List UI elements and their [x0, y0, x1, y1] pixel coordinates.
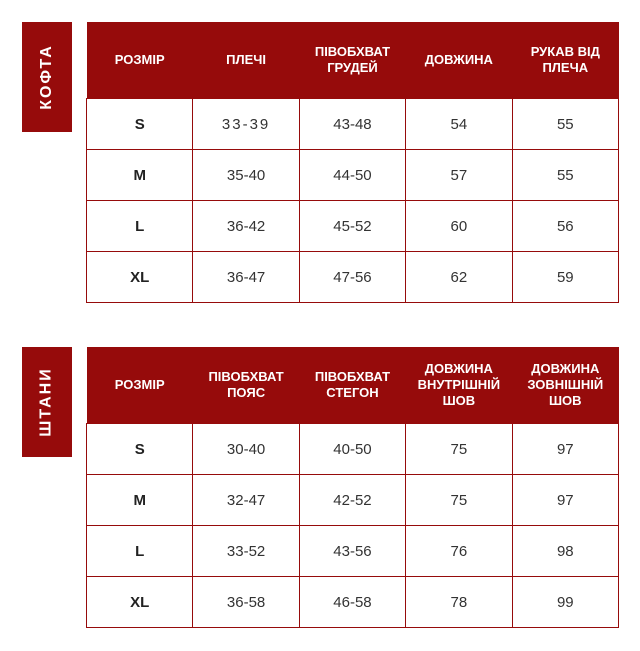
- table-row: [87, 252, 619, 303]
- value-cell: 97: [512, 475, 618, 526]
- jacket-section-label: [22, 22, 72, 132]
- value-cell: 33-52: [193, 526, 299, 577]
- value-cell: 59: [512, 252, 618, 303]
- table-row: [87, 475, 619, 526]
- jacket-header-size: РОЗМІР: [87, 22, 193, 99]
- pants-size-table: [86, 347, 619, 628]
- value-cell: 40-50: [299, 424, 405, 475]
- value-cell: 35-40: [193, 150, 299, 201]
- table-row: [87, 150, 619, 201]
- size-cell: M: [87, 150, 193, 201]
- value-cell: 54: [406, 99, 512, 150]
- pants-header-inseam: ДОВЖИНА ВНУТРІШНІЙ ШОВ: [406, 347, 512, 424]
- jacket-size-table: [86, 22, 619, 303]
- value-cell: 36-58: [193, 577, 299, 628]
- value-cell: 78: [406, 577, 512, 628]
- pants-header-outseam: ДОВЖИНА ЗОВНІШНІЙ ШОВ: [512, 347, 618, 424]
- table-row: [87, 99, 619, 150]
- size-cell: XL: [87, 252, 193, 303]
- jacket-header-row: [87, 22, 619, 99]
- pants-section-label: [22, 347, 72, 457]
- value-cell: 33-39: [193, 99, 299, 150]
- jacket-header-sleeve: РУКАВ ВІД ПЛЕЧА: [512, 22, 618, 99]
- value-cell: 57: [406, 150, 512, 201]
- value-cell: 76: [406, 526, 512, 577]
- value-cell: 46-58: [299, 577, 405, 628]
- pants-header-waist: ПІВОБХВАТ ПОЯС: [193, 347, 299, 424]
- pants-header-size: РОЗМІР: [87, 347, 193, 424]
- value-cell: 99: [512, 577, 618, 628]
- size-cell: L: [87, 201, 193, 252]
- value-cell: 44-50: [299, 150, 405, 201]
- value-cell: 36-42: [193, 201, 299, 252]
- jacket-title: КОФТА: [38, 44, 56, 110]
- size-cell: L: [87, 526, 193, 577]
- table-row: [87, 424, 619, 475]
- value-cell: 43-48: [299, 99, 405, 150]
- value-cell: 55: [512, 99, 618, 150]
- value-cell: 75: [406, 475, 512, 526]
- value-cell: 75: [406, 424, 512, 475]
- size-cell: S: [87, 99, 193, 150]
- jacket-header-chest: ПІВОБХВАТ ГРУДЕЙ: [299, 22, 405, 99]
- value-cell: 32-47: [193, 475, 299, 526]
- value-cell: 97: [512, 424, 618, 475]
- table-row: [87, 526, 619, 577]
- table-row: [87, 201, 619, 252]
- value-cell: 55: [512, 150, 618, 201]
- value-cell: 62: [406, 252, 512, 303]
- value-cell: 60: [406, 201, 512, 252]
- value-cell: 47-56: [299, 252, 405, 303]
- jacket-header-length: ДОВЖИНА: [406, 22, 512, 99]
- size-cell: M: [87, 475, 193, 526]
- pants-title: ШТАНИ: [38, 367, 56, 437]
- value-cell: 30-40: [193, 424, 299, 475]
- pants-header-hips: ПІВОБХВАТ СТЕГОН: [299, 347, 405, 424]
- value-cell: 98: [512, 526, 618, 577]
- pants-header-row: [87, 347, 619, 424]
- value-cell: 56: [512, 201, 618, 252]
- value-cell: 45-52: [299, 201, 405, 252]
- size-cell: S: [87, 424, 193, 475]
- jacket-header-shoulders: ПЛЕЧІ: [193, 22, 299, 99]
- value-cell: 42-52: [299, 475, 405, 526]
- table-row: [87, 577, 619, 628]
- value-cell: 36-47: [193, 252, 299, 303]
- size-cell: XL: [87, 577, 193, 628]
- value-cell: 43-56: [299, 526, 405, 577]
